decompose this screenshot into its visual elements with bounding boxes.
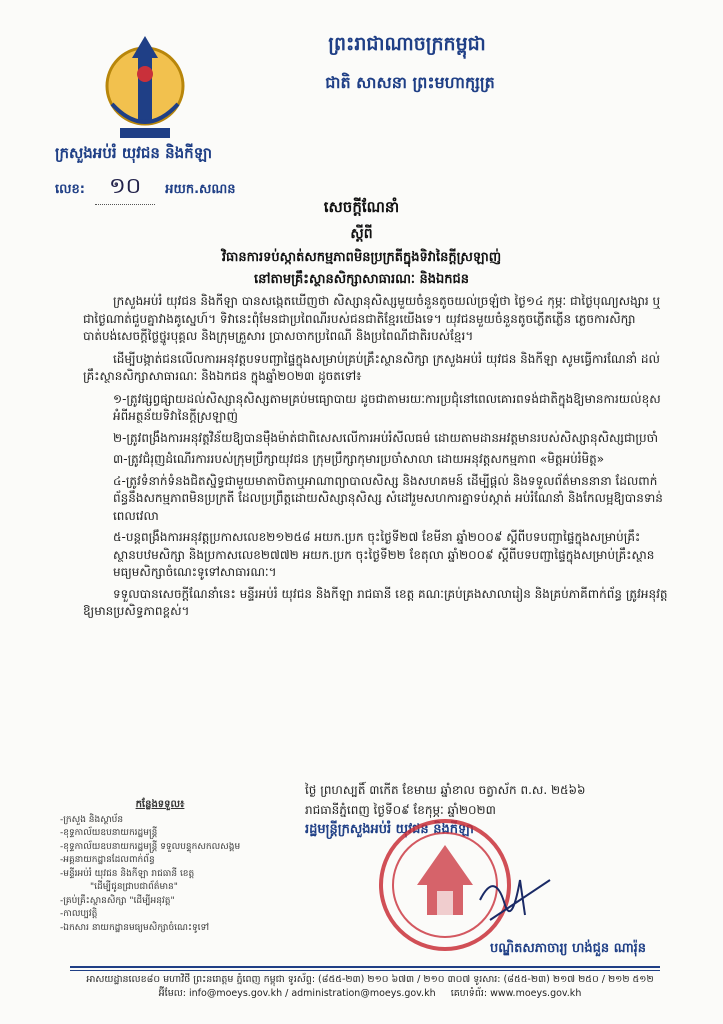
instruction-item-3: ៣-ត្រូវជំរុញដំណើរការរបស់ក្រុមប្រឹក្សាយុវជន ក្រុមប្រឹក្សាកុមារប្រចាំសាលា ដោយអនុវត្តសកម្មភាព «មិត្តអប់រំមិត្ត»: [113, 452, 605, 466]
recipients-heading: កន្លែងទទួល៖: [135, 799, 185, 810]
footer-contact: [70, 987, 670, 1001]
kingdom-title: ព្រះរាជាណាចក្រកម្ពុជា: [328, 33, 486, 55]
footer-divider-thin: [70, 970, 660, 971]
recipient-item: -អគ្គនាយកដ្ឋានដែលពាក់ព័ន្ធ: [60, 855, 155, 865]
recipient-item: -មន្ទីរអប់រំ យុវជន និងកីឡា រាជធានី ខេត្ត: [60, 868, 195, 879]
ministry-emblem-logo: [100, 28, 190, 146]
footer-address: អាសយដ្ឋានលេខ៨០ មហាវិថី ព្រះនរោត្តម ភ្នំពេញ កម្ពុជា ទូរស័ព្ទ: (៨៥៥-២៣) ២១០ ៦៧៣ / ២១០ ៣០៧ ទូរសារ: (៨៥៥-២៣) ២១៧ ២៥០ / ២១២ ៥១២: [86, 974, 654, 985]
national-motto: ជាតិ សាសនា ព្រះមហាក្សត្រ: [325, 73, 495, 92]
document-body: [83, 293, 668, 626]
paragraph-2: ដើម្បីបង្កាត់ជនលើលការអនុវត្តបទបញ្ជាផ្ទៃក្នុងសម្រាប់គ្រប់គ្រឹះស្ថានសិក្សា ក្រសួងអប់រំ យុវជន និងកីឡា សូមធ្វើការណែនាំ ដល់គ្រឹះស្ថានសិក្សាសាធារណៈ និងឯកជន ក្នុងឆ្នាំ២០២៣ ដូចតទៅ៖: [83, 351, 660, 383]
signer-name: បណ្ឌិតសភាចារ្យ ហង់ជួន ណារ៉ុន: [490, 941, 647, 956]
recipients-list: [60, 798, 260, 935]
instruction-item-1: ១-ត្រូវផ្សព្វផ្សាយដល់សិស្សានុសិស្សតាមគ្រប់មធ្យោបាយ ដូចជាតាមរយៈការប្រជុំនៅពេលគោរពទង់ជាតិក្នុងឱ្យមានការយល់ខុសអំពីអត្ថន័យទិវានៃក្តីស្រឡាញ់: [113, 391, 661, 423]
lunar-date: ថ្ងៃ ព្រហស្បតិ៍ ៣កើត ខែមាឃ ឆ្នាំខាល ចត្វាស័ក ព.ស. ២៥៦៦: [305, 783, 586, 797]
gregorian-date: រាជធានីភ្នំពេញ ថ្ងៃទី០៩ ខែកុម្ភៈ ឆ្នាំ២០២៣: [305, 803, 496, 817]
title-line-4: នៅតាមគ្រឹះស្ថានសិក្សាសាធារណៈ និងឯកជន: [253, 272, 470, 287]
footer-website: គេហទំព័រ: www.moeys.gov.kh: [450, 988, 582, 999]
instruction-item-4: ៤-ត្រូវទំនាក់ទំនងជិតស្និទ្ធជាមួយមាតាបិតាឬអាណាព្យាបាលសិស្ស និងសហគមន៍ ដើម្បីផ្តល់ និងទទួលព័ត៌មាននានា ដែលពាក់ព័ន្ធនឹងសកម្មភាពមិនប្រក្រតី ដែលប្រព្រឹត្តដោយសិស្សានុសិស្ស សំដៅរួមសហការគ្នាទប់ស្កាត់ អប់រំណែនាំ និងកែលម្អឱ្យបានទាន់ពេលវេលា: [113, 473, 663, 523]
signer-title: រដ្ឋមន្ត្រីក្រសួងអប់រំ យុវជន និងកីឡា: [305, 822, 474, 837]
title-line-3: វិធានការទប់ស្កាត់សកម្មភាពមិនប្រក្រតីក្នុងទិវានៃក្តីស្រឡាញ់: [221, 250, 502, 265]
title-line-1: សេចក្តីណែនាំ: [323, 198, 400, 216]
doc-no-label: លេខ:: [55, 182, 85, 197]
recipient-item: -កាលប្បវត្តិ: [60, 909, 98, 919]
recipient-item: -ខុទ្ទកាល័យឧបនាយករដ្ឋមន្ត្រី: [60, 828, 158, 838]
recipient-item: -ខុទ្ទកាល័យឧបនាយករដ្ឋមន្ត្រី ទទួលបន្ទុកសកលសង្គម: [60, 841, 241, 852]
recipient-item: "ដើម្បីជូនជ្រាបជាព័ត៌មាន": [90, 882, 178, 892]
doc-no-suffix: អយក.សណន: [165, 182, 236, 197]
recipient-item: -ឯកសារ នាយកដ្ឋានមធ្យមសិក្សាចំណេះទូទៅ: [60, 922, 210, 933]
title-line-2: ស្តីពី: [350, 226, 373, 242]
document-title: [100, 198, 623, 290]
signature: [470, 860, 560, 930]
footer: [70, 973, 670, 1001]
recipient-item: -គ្រប់គ្រឹះស្ថានសិក្សា "ដើម្បីអនុវត្ត": [60, 895, 175, 906]
closing-paragraph: ទទួលបានសេចក្តីណែនាំនេះ មន្ទីរអប់រំ យុវជន និងកីឡា រាជធានី ខេត្ត គណៈគ្រប់គ្រងសាលារៀន និងគ្រប់ភាគីពាក់ព័ន្ធ ត្រូវអនុវត្តឱ្យមានប្រសិទ្ធភាពខ្ពស់។: [83, 586, 668, 618]
recipient-item: -ក្រសួង និងស្ថាប័ន: [60, 814, 124, 825]
footer-emails: អ៊ីមែល: info@moeys.gov.kh / administration@moeys.gov.kh: [158, 988, 436, 999]
instruction-item-2: ២-ត្រូវពង្រឹងការអនុវត្តវិន័យឱ្យបានម៉ឺងម៉ាត់ជាពិសេសលើការអប់រំសីលធម៌ ដោយតាមដានអវត្តមានរបស់សិស្សានុសិស្សជាប្រចាំ: [113, 430, 659, 445]
ministry-name: ក្រសួងអប់រំ យុវជន និងកីឡា: [55, 144, 213, 162]
instruction-item-5: ៥-បន្តពង្រឹងការអនុវត្តប្រកាសលេខ២១២៥៨ អយក.ប្រក ចុះថ្ងៃទី២៧ ខែមីនា ឆ្នាំ២០០៩ ស្តីពីបទបញ្ជាផ្ទៃក្នុងសម្រាប់គ្រឹះស្ថានបឋមសិក្សា និងប្រកាសលេខ២៧៧២ អយក.ប្រក ចុះថ្ងៃទី២២ ខែតុលា ឆ្នាំ២០០៩ ស្តីពីបទបញ្ជាផ្ទៃក្នុងសម្រាប់គ្រឹះស្ថានមធ្យមសិក្សាចំណេះទូទៅសាធារណៈ។: [113, 530, 655, 579]
paragraph-1: ក្រសួងអប់រំ យុវជន និងកីឡា បានសង្កេតឃើញថា សិស្សានុសិស្សមួយចំនួនតូចយល់ច្រឡំថា ថ្ងៃ១៤ កុម្ភៈ ជាថ្ងៃបុណ្យសង្សារ ឬជាថ្ងៃណាត់ជួបគ្នាវាងគូស្នេហ៍។ ទិវានេះពុំមែនជាប្រពៃណីរបស់ជនជាតិខ្មែរយើងទេ។ យុវជនមួយចំនួនតូចភ្លើតភ្លើន ភ្លេចការសិក្សា បាត់បង់សេចក្តីថ្លៃថ្នូរបុគ្គល និងក្រុមគ្រួសារ ប្រាសចាកប្រពៃណី និងប្រពៃណីជាតិរបស់ខ្មែរ។: [83, 294, 661, 343]
doc-no-value: ១០: [95, 172, 155, 205]
footer-divider: [70, 966, 660, 968]
